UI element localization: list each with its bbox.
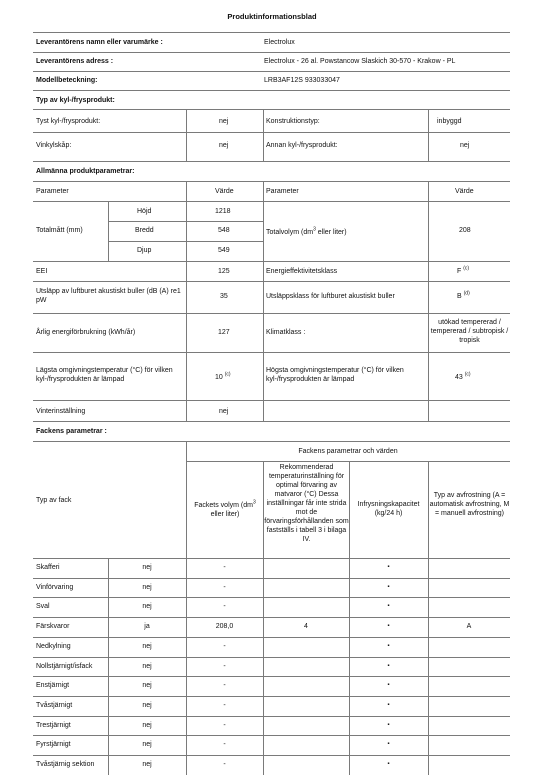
other-label: Annan kyl-/frysprodukt: xyxy=(266,142,338,149)
eei-label: EEI xyxy=(36,268,48,275)
noise-class-label: Utsläppsklass för luftburet akustiskt buller xyxy=(266,293,395,300)
compartment-present: ja xyxy=(144,623,150,630)
compartment-name: Sval xyxy=(36,603,50,610)
compartment-temp: 4 xyxy=(304,623,308,630)
compartment-present: nej xyxy=(142,702,152,709)
param-header: Parameter xyxy=(266,188,299,195)
compartment-freezing: ▪ xyxy=(387,603,390,609)
supplier-name-label: Leverantörens namn eller varumärke : xyxy=(36,39,163,46)
defrost-header: Typ av avfrostning (A = automatisk avfrostning, M = manuell avfrostning) xyxy=(429,492,510,517)
noise-class-value: B $^{(d)}$ xyxy=(457,290,470,300)
value-header: Värde xyxy=(455,188,474,195)
cell-border xyxy=(186,181,187,421)
freezing-header: Infrysningskapacitet (kg/24 h) xyxy=(357,501,420,517)
model-value: LRB3AF12S 933033047 xyxy=(264,77,340,84)
max-temp-value: 43 $^{(c)}$ xyxy=(455,371,471,381)
climate-value: utökad tempererad / tempererad / subtropisk / tropisk xyxy=(430,319,509,344)
other-value: nej xyxy=(460,142,470,149)
compartment-freezing: ▪ xyxy=(387,564,390,570)
rule xyxy=(33,32,510,33)
compartment-present: nej xyxy=(142,741,152,748)
compartment-present: nej xyxy=(142,584,152,591)
compartment-volume: - xyxy=(223,761,226,768)
rule xyxy=(33,181,510,182)
quiet-label: Tyst kyl-/frysprodukt: xyxy=(36,118,101,125)
compartment-name: Enstjärnigt xyxy=(36,682,70,689)
compartment-volume: 208,0 xyxy=(215,623,234,630)
cell-border xyxy=(263,109,264,161)
compartment-name: Tvåstjärnigt xyxy=(36,702,73,709)
compartment-defrost: A xyxy=(466,623,472,630)
volume-header: Fackets volym ($dm^3$ eller liter) xyxy=(194,499,256,518)
compartment-name: Trestjärnigt xyxy=(36,722,71,729)
rule xyxy=(33,617,510,618)
winter-value: nej xyxy=(219,408,229,415)
model-label: Modellbeteckning: xyxy=(36,77,98,84)
rule xyxy=(33,421,510,422)
rule xyxy=(33,352,510,353)
compartment-name: Fyrstjärnigt xyxy=(36,741,71,748)
cell-border xyxy=(263,181,264,421)
compartment-volume: - xyxy=(223,663,226,670)
compartment-freezing: ▪ xyxy=(387,682,390,688)
rule xyxy=(33,71,510,72)
rule xyxy=(33,261,510,262)
compartment-volume: - xyxy=(223,682,226,689)
compartment-present: nej xyxy=(142,663,152,670)
supplier-address-value: Electrolux - 26 al. Powstancow Slaskich 30-570 - Krakow - PL xyxy=(264,58,456,65)
width-label: Bredd xyxy=(135,227,154,234)
compartment-present: nej xyxy=(142,603,152,610)
compartment-present: nej xyxy=(142,761,152,768)
rule xyxy=(33,161,510,162)
rule xyxy=(33,578,510,579)
temp-header: Rekommenderad temperaturinställning för optimal förvaring av matvaror (°C) Dessa inställningar får inte strida mot de förvaringsförhållanden som fastställs i tabell 3 i bilaga IV. xyxy=(264,464,349,543)
compartment-freezing: ▪ xyxy=(387,722,390,728)
total-volume-label: Totalvolym ($dm^3$ eller liter) xyxy=(266,226,347,236)
rule xyxy=(33,90,510,91)
depth-label: Djup xyxy=(137,247,152,254)
rule xyxy=(33,716,510,717)
cell-border xyxy=(186,109,187,161)
compartment-freezing: ▪ xyxy=(387,643,390,649)
compartment-name: Skafferi xyxy=(36,564,60,571)
rule xyxy=(33,400,510,401)
annual-energy-value: 127 xyxy=(218,329,230,336)
height-value: 1218 xyxy=(215,208,231,215)
wine-value: nej xyxy=(219,142,229,149)
cell-border xyxy=(108,201,109,261)
rule xyxy=(108,241,263,242)
rule xyxy=(108,221,263,222)
param-header: Parameter xyxy=(36,188,69,195)
width-value: 548 xyxy=(218,227,230,234)
compartment-freezing: ▪ xyxy=(387,663,390,669)
compartment-volume: - xyxy=(223,741,226,748)
page-title: Produktinformationsblad xyxy=(227,12,317,21)
annual-energy-label: Årlig energiförbrukning (kWh/år) xyxy=(36,329,136,336)
rule xyxy=(33,109,510,110)
rule xyxy=(33,441,510,442)
compartment-present: nej xyxy=(142,564,152,571)
rule xyxy=(33,696,510,697)
compartment-name: Nedkylning xyxy=(36,643,71,650)
compartment-name: Vinförvaring xyxy=(36,584,74,591)
general-heading: Allmänna produktparametrar: xyxy=(36,168,135,175)
compartment-freezing: ▪ xyxy=(387,761,390,767)
rule xyxy=(33,313,510,314)
compartment-volume: - xyxy=(223,564,226,571)
climate-label: Klimatklass : xyxy=(266,329,306,336)
quiet-value: nej xyxy=(219,118,229,125)
wine-label: Vinkylskåp: xyxy=(36,142,72,149)
rule xyxy=(186,461,510,462)
rule xyxy=(33,676,510,677)
construction-value: inbyggd xyxy=(437,118,462,125)
max-temp-label: Högsta omgivningstemperatur (°C) för vilken kyl-/frysprodukten är lämpad xyxy=(266,367,404,383)
rule xyxy=(33,755,510,756)
winter-label: Vinterinställning xyxy=(36,408,86,415)
energy-class-value: F $^{(c)}$ xyxy=(457,265,470,275)
depth-value: 549 xyxy=(218,247,230,254)
total-volume-value: 208 xyxy=(459,227,471,234)
construction-label: Konstruktionstyp: xyxy=(266,118,320,125)
rule xyxy=(33,558,510,559)
cell-border xyxy=(428,181,429,421)
compartment-present: nej xyxy=(142,682,152,689)
noise-label: Utsläpp av luftburet akustiskt buller (dB (A) re1 pW xyxy=(36,288,181,304)
min-temp-label: Lägsta omgivningstemperatur (°C) för vilken kyl-/frysprodukten är lämpad xyxy=(36,367,173,383)
compartment-freezing: ▪ xyxy=(387,702,390,708)
rule xyxy=(33,281,510,282)
compartment-name: Nollstjärnigt/isfack xyxy=(36,663,93,670)
rule xyxy=(33,201,510,202)
rule xyxy=(33,52,510,53)
product-type-heading: Typ av kyl-/frysprodukt: xyxy=(36,97,115,104)
compartment-freezing: ▪ xyxy=(387,623,390,629)
dimensions-label: Totalmått (mm) xyxy=(36,227,83,234)
compartment-present: nej xyxy=(142,722,152,729)
min-temp-value: 10 $^{(c)}$ xyxy=(215,371,231,381)
supplier-name-value: Electrolux xyxy=(264,39,295,46)
rule xyxy=(33,132,510,133)
compartments-group-header: Fackens parametrar och värden xyxy=(298,448,398,455)
compartment-name: Färskvaror xyxy=(36,623,70,630)
eei-value: 125 xyxy=(218,268,230,275)
rule xyxy=(33,637,510,638)
noise-value: 35 xyxy=(220,293,228,300)
compartment-volume: - xyxy=(223,722,226,729)
compartment-name: Tvåstjärnig sektion xyxy=(36,761,95,768)
rule xyxy=(33,735,510,736)
compartment-volume: - xyxy=(223,584,226,591)
compartment-freezing: ▪ xyxy=(387,584,390,590)
type-header: Typ av fack xyxy=(36,497,72,504)
compartment-freezing: ▪ xyxy=(387,741,390,747)
compartment-volume: - xyxy=(223,603,226,610)
height-label: Höjd xyxy=(137,208,152,215)
compartment-volume: - xyxy=(223,643,226,650)
rule xyxy=(33,597,510,598)
cell-border xyxy=(428,109,429,161)
compartments-heading: Fackens parametrar : xyxy=(36,428,107,435)
supplier-address-label: Leverantörens adress : xyxy=(36,58,114,65)
value-header: Värde xyxy=(215,188,234,195)
energy-class-label: Energieffektivitetsklass xyxy=(266,268,338,275)
rule xyxy=(33,657,510,658)
compartment-present: nej xyxy=(142,643,152,650)
compartment-volume: - xyxy=(223,702,226,709)
